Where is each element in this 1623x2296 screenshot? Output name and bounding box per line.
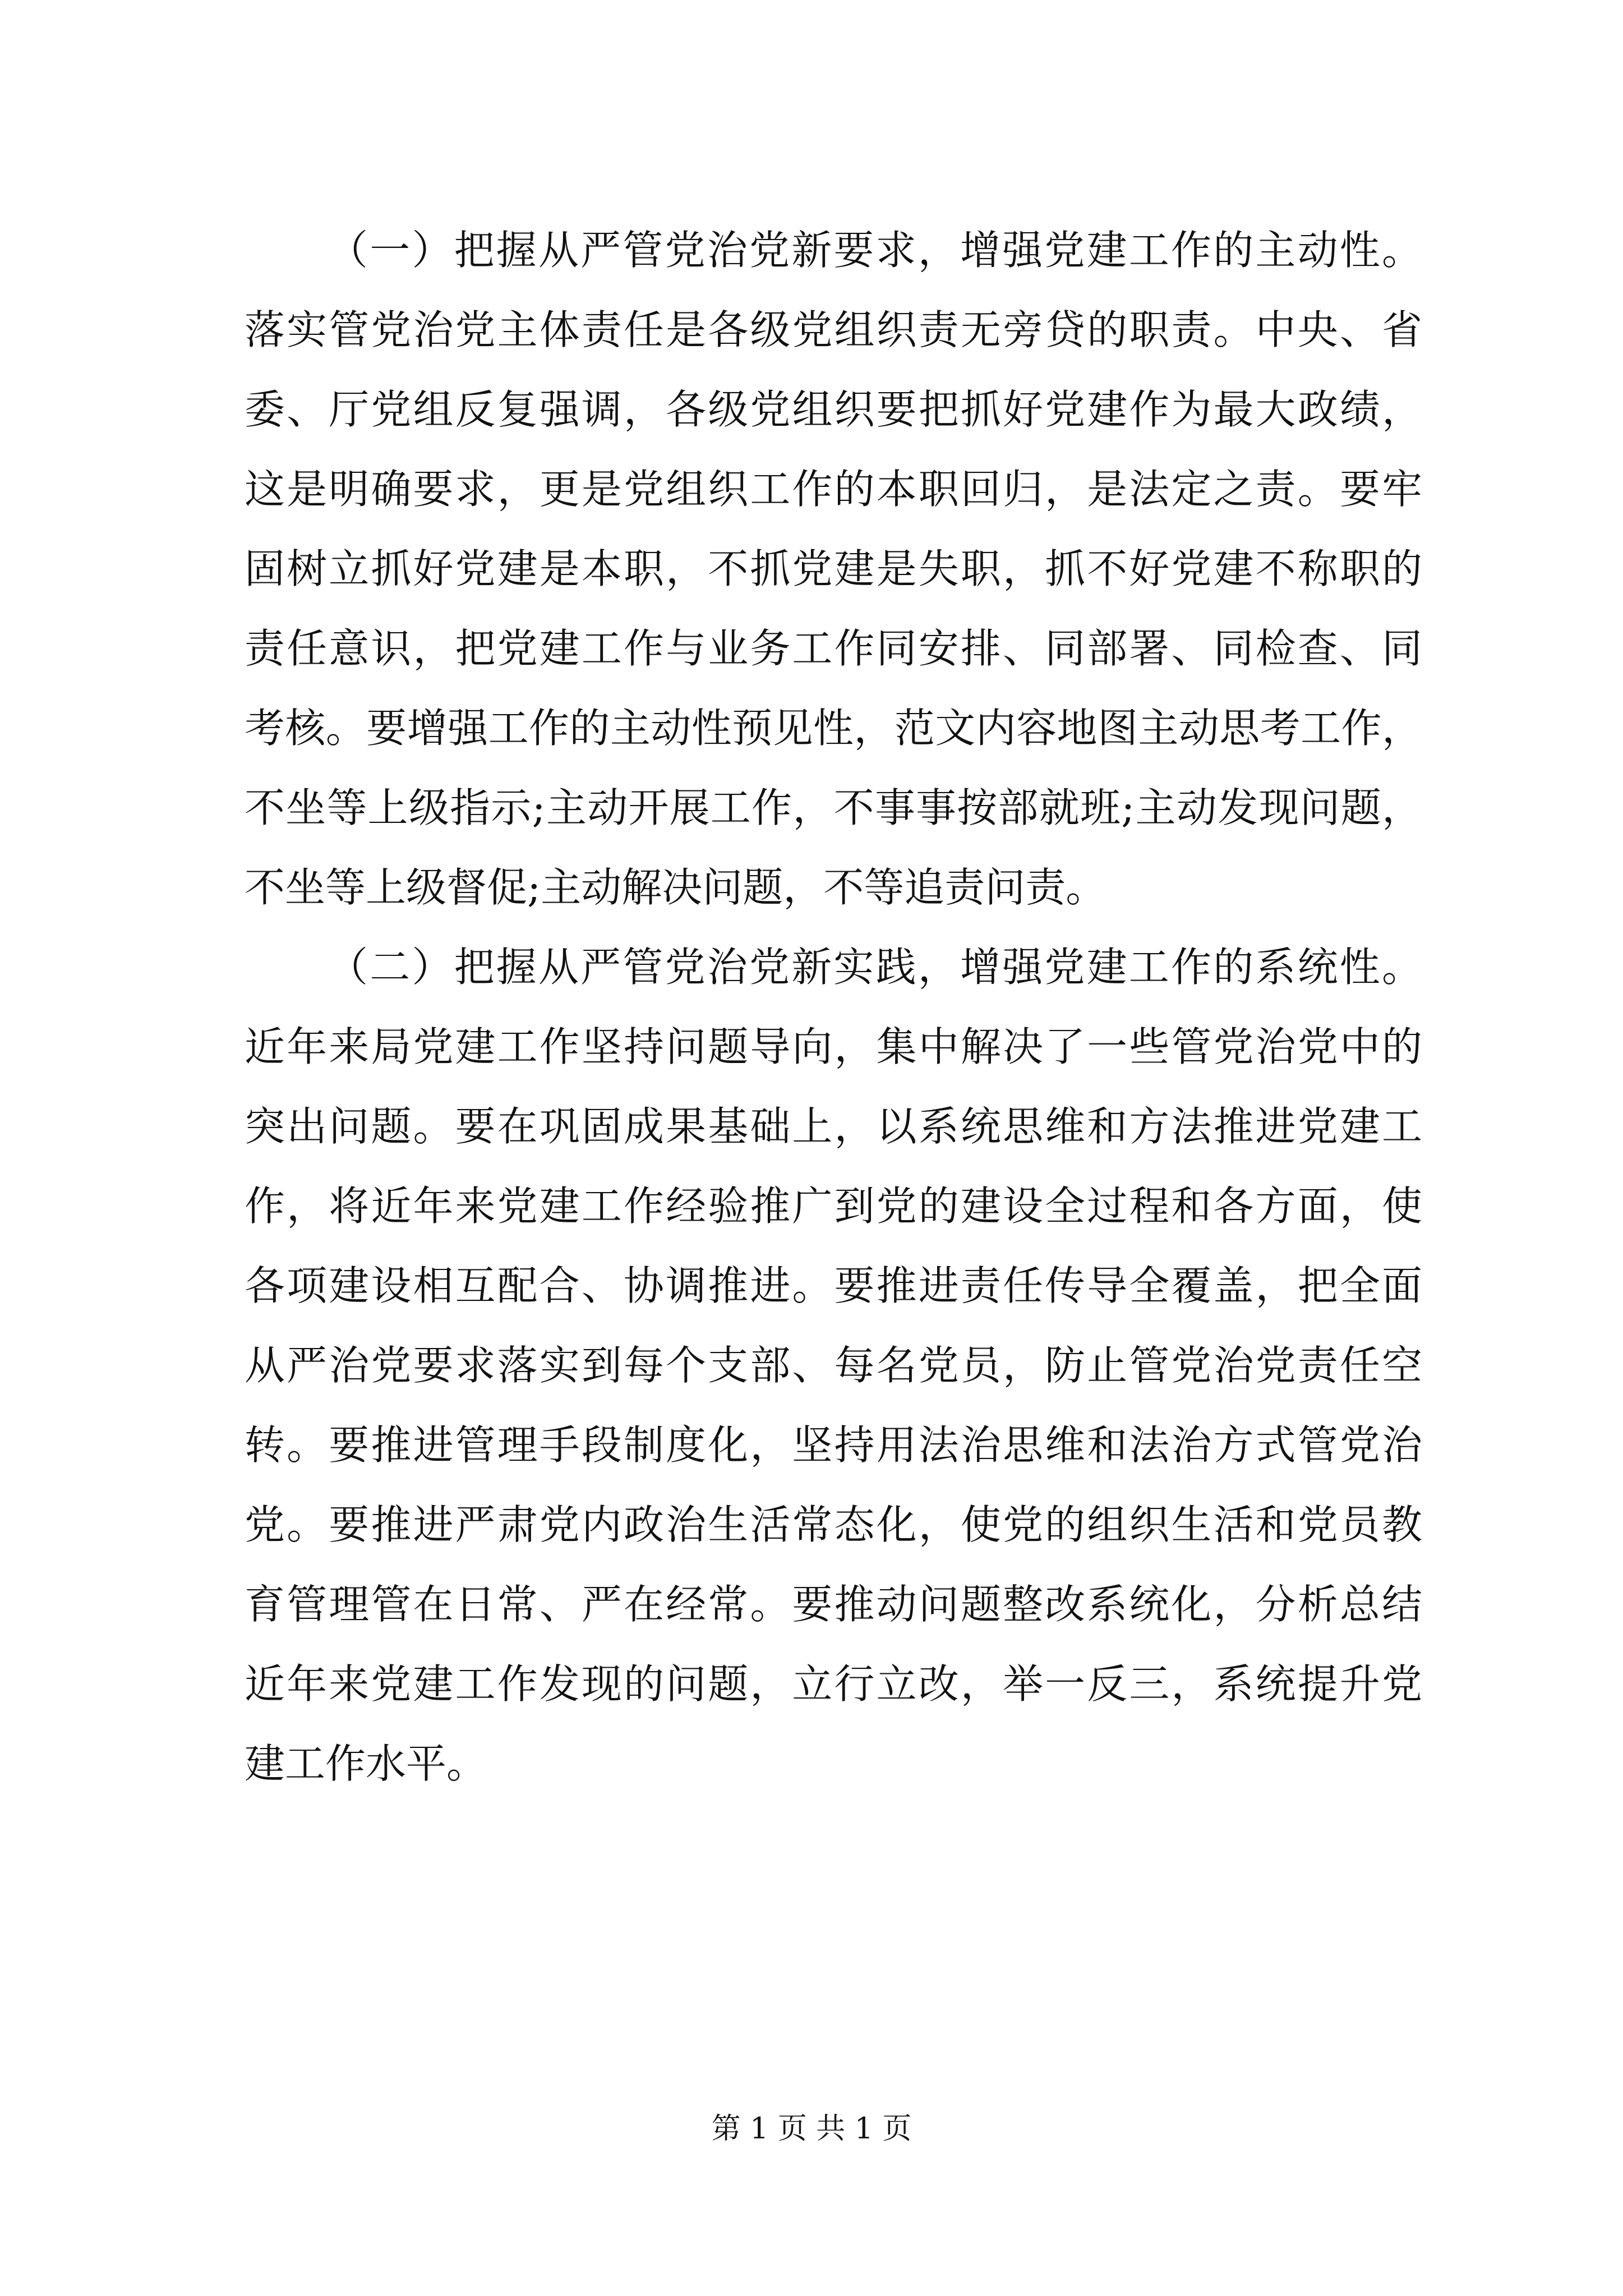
paragraph-line: 不坐等上级督促;主动解决问题，不等追责问责。	[245, 864, 1106, 911]
paragraph-line: 党。要推进严肃党内政治生活常态化，使党的组织生活和党员教	[245, 1501, 1422, 1548]
paragraph-line: 转。要推进管理手段制度化，坚持用法治思维和法治方式管党治	[245, 1421, 1422, 1469]
paragraph-line: 育管理管在日常、严在经常。要推动问题整改系统化，分析总结	[245, 1581, 1422, 1628]
paragraph-line: 突出问题。要在巩固成果基础上，以系统思维和方法推进党建工	[245, 1103, 1422, 1150]
paragraph-line: 近年来局党建工作坚持问题导向，集中解决了一些管党治党中的	[245, 1023, 1422, 1070]
paragraph-line: 考核。要增强工作的主动性预见性，范文内容地图主动思考工作，	[245, 705, 1422, 752]
page-footer: 第 1 页 共 1 页	[711, 2112, 912, 2146]
paragraph-line: （二）把握从严管党治党新实践，增强党建工作的系统性。	[328, 944, 1422, 991]
paragraph-line: 责任意识，把党建工作与业务工作同安排、同部署、同检查、同	[245, 625, 1422, 672]
paragraph-line: 委、厅党组反复强调，各级党组织要把抓好党建作为最大政绩，	[245, 386, 1422, 433]
paragraph-line: （一）把握从严管党治党新要求，增强党建工作的主动性。	[328, 227, 1422, 274]
paragraph-line: 建工作水平。	[245, 1740, 487, 1787]
paragraph-1	[245, 210, 1422, 927]
paragraph-line: 落实管党治党主体责任是各级党组织责无旁贷的职责。中央、省	[245, 306, 1422, 353]
paragraph-line: 各项建设相互配合、协调推进。要推进责任传导全覆盖，把全面	[245, 1262, 1422, 1309]
paragraph-line: 不坐等上级指示;主动开展工作，不事事按部就班;主动发现问题，	[245, 784, 1422, 831]
paragraph-line: 从严治党要求落实到每个支部、每名党员，防止管党治党责任空	[245, 1342, 1422, 1389]
paragraph-line: 近年来党建工作发现的问题，立行立改，举一反三，系统提升党	[245, 1660, 1422, 1708]
document-body	[245, 210, 1422, 1803]
paragraph-line: 固树立抓好党建是本职，不抓党建是失职，抓不好党建不称职的	[245, 545, 1422, 592]
paragraph-line: 作，将近年来党建工作经验推广到党的建设全过程和各方面，使	[245, 1182, 1422, 1230]
paragraph-line: 这是明确要求，更是党组织工作的本职回归，是法定之责。要牢	[245, 466, 1422, 513]
paragraph-2	[245, 927, 1422, 1803]
